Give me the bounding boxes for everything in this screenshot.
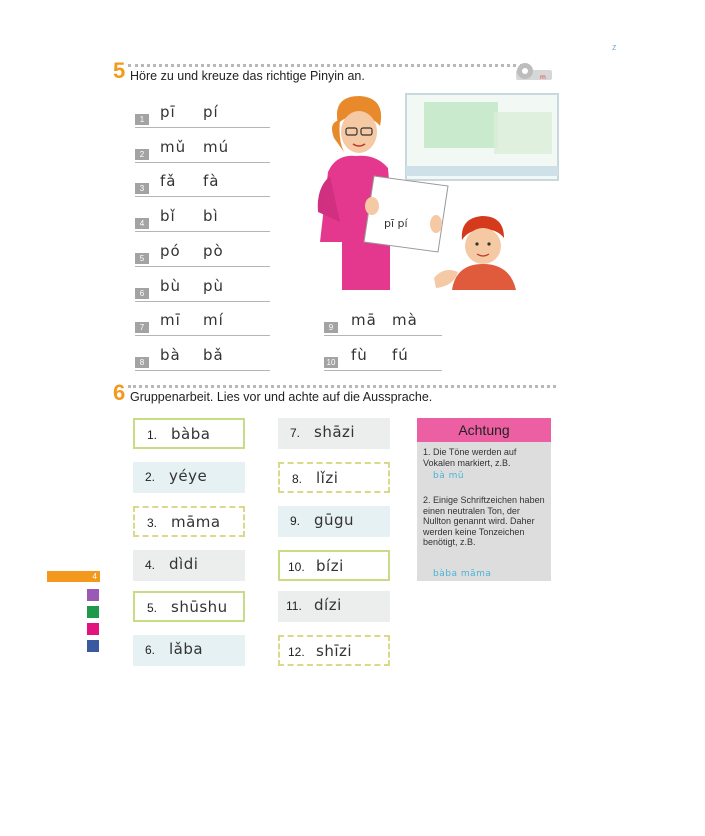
word-number: 1. xyxy=(147,428,158,442)
pinyin-option-b[interactable]: mú xyxy=(203,138,230,156)
word-number: 3. xyxy=(147,516,158,530)
pinyin-option-b[interactable]: bì xyxy=(203,207,219,225)
item-number-badge: 5 xyxy=(135,253,149,264)
pinyin-option-a[interactable]: bǐ xyxy=(160,207,176,225)
pinyin-option-a[interactable]: mǔ xyxy=(160,138,187,156)
pinyin-word: shāzi xyxy=(314,423,356,441)
pinyin-option-a[interactable]: pī xyxy=(160,103,176,121)
svg-text:m: m xyxy=(540,74,546,81)
achtung-note-2: 2. Einige Schriftzeichen haben einen neutralen Ton, der Nullton genannt wird. Daher werden keine Tonzeichen benötigt, z.B. xyxy=(423,495,545,547)
pinyin-word: shīzi xyxy=(316,642,353,660)
section6-title: Gruppenarbeit. Lies vor und achte auf die Aussprache. xyxy=(130,390,433,404)
item-number-badge: 10 xyxy=(324,357,338,368)
chapter-tab-blue[interactable] xyxy=(87,640,99,652)
section6-divider xyxy=(128,385,556,388)
chapter-tab-magenta[interactable] xyxy=(87,623,99,635)
achtung-example-1: bà mǔ xyxy=(433,471,465,481)
item-number-badge: 7 xyxy=(135,322,149,333)
pinyin-word: shūshu xyxy=(171,598,228,616)
pinyin-option-a[interactable]: fǎ xyxy=(160,172,177,190)
item-number-badge: 2 xyxy=(135,149,149,160)
chapter-tab-purple[interactable] xyxy=(87,589,99,601)
pinyin-item-7[interactable] xyxy=(135,311,270,336)
word-box-2[interactable] xyxy=(133,462,245,493)
pinyin-option-a[interactable]: mā xyxy=(351,311,377,329)
pinyin-item-9[interactable] xyxy=(324,311,442,336)
teacher-student-illustration xyxy=(298,92,560,292)
word-box-11[interactable] xyxy=(278,591,390,622)
item-number-badge: 6 xyxy=(135,288,149,299)
word-box-7[interactable] xyxy=(278,418,390,449)
pinyin-option-b[interactable]: pí xyxy=(203,103,219,121)
pinyin-item-1[interactable] xyxy=(135,103,270,128)
word-box-4[interactable] xyxy=(133,550,245,581)
pinyin-option-b[interactable]: mí xyxy=(203,311,224,329)
pinyin-option-a[interactable]: mī xyxy=(160,311,181,329)
word-box-3[interactable] xyxy=(133,506,245,537)
pinyin-word: yéye xyxy=(169,467,208,485)
pinyin-option-b[interactable]: fú xyxy=(392,346,409,364)
sign-text: pī pí xyxy=(384,217,408,230)
pinyin-option-b[interactable]: bǎ xyxy=(203,346,224,364)
item-number-badge: 9 xyxy=(324,322,338,333)
pinyin-item-5[interactable] xyxy=(135,242,270,267)
pinyin-word: lǐzi xyxy=(316,469,339,487)
pinyin-word: dízi xyxy=(314,596,342,614)
word-box-10[interactable] xyxy=(278,550,390,581)
word-box-5[interactable] xyxy=(133,591,245,622)
achtung-note-box xyxy=(417,418,551,581)
pinyin-option-b[interactable]: pò xyxy=(203,242,224,260)
word-box-9[interactable] xyxy=(278,506,390,537)
word-box-8[interactable] xyxy=(278,462,390,493)
section5-title: Höre zu und kreuze das richtige Pinyin an. xyxy=(130,69,365,83)
pinyin-word: māma xyxy=(171,513,221,531)
audio-cd-icon[interactable] xyxy=(512,62,554,82)
item-number-badge: 1 xyxy=(135,114,149,125)
pinyin-word: dìdi xyxy=(169,555,199,573)
section6-number: 6 xyxy=(113,380,126,405)
pinyin-word: bízi xyxy=(316,557,344,575)
chapter-tab-green[interactable] xyxy=(87,606,99,618)
word-number: 6. xyxy=(145,643,156,657)
achtung-example-2: bàba māma xyxy=(433,569,492,579)
word-number: 2. xyxy=(145,470,156,484)
word-number: 5. xyxy=(147,601,158,615)
word-number: 8. xyxy=(292,472,303,486)
item-number-badge: 3 xyxy=(135,183,149,194)
pinyin-option-a[interactable]: fù xyxy=(351,346,368,364)
pinyin-option-b[interactable]: mà xyxy=(392,311,418,329)
chapter-tab-4[interactable]: 4 xyxy=(47,571,100,582)
word-box-1[interactable] xyxy=(133,418,245,449)
word-box-12[interactable] xyxy=(278,635,390,666)
pinyin-item-6[interactable] xyxy=(135,277,270,302)
pinyin-option-a[interactable]: bù xyxy=(160,277,182,295)
pinyin-word: lǎba xyxy=(169,640,204,658)
pinyin-option-b[interactable]: pù xyxy=(203,277,225,295)
word-number: 9. xyxy=(290,514,301,528)
pinyin-word: bàba xyxy=(171,425,211,443)
word-box-6[interactable] xyxy=(133,635,245,666)
pinyin-item-3[interactable] xyxy=(135,172,270,197)
pinyin-item-2[interactable] xyxy=(135,138,270,163)
section5-divider xyxy=(128,64,523,67)
pinyin-option-a[interactable]: pó xyxy=(160,242,181,260)
pinyin-word: gūgu xyxy=(314,511,355,529)
achtung-title: Achtung xyxy=(417,418,551,442)
achtung-note-1: 1. Die Töne werden auf Vokalen markiert, z.B. xyxy=(423,447,517,468)
item-number-badge: 4 xyxy=(135,218,149,229)
pinyin-option-b[interactable]: fà xyxy=(203,172,220,190)
word-number: 11. xyxy=(286,599,302,613)
page-corner-mark: z xyxy=(612,42,617,52)
pinyin-item-8[interactable] xyxy=(135,346,270,371)
pinyin-item-4[interactable] xyxy=(135,207,270,232)
section5-number: 5 xyxy=(113,58,126,83)
word-number: 7. xyxy=(290,426,301,440)
pinyin-item-10[interactable] xyxy=(324,346,442,371)
item-number-badge: 8 xyxy=(135,357,149,368)
word-number: 12. xyxy=(288,645,305,659)
word-number: 10. xyxy=(288,560,305,574)
pinyin-option-a[interactable]: bà xyxy=(160,346,181,364)
word-number: 4. xyxy=(145,558,156,572)
